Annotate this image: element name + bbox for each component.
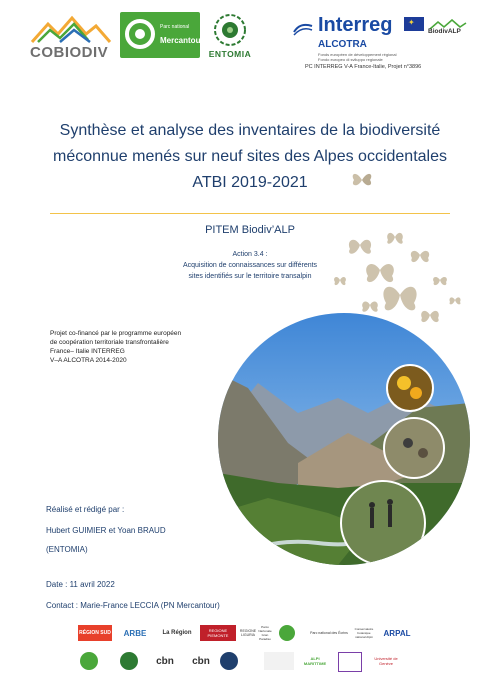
la-region-logo: La Région: [162, 630, 192, 636]
mountain-icon: [30, 12, 112, 46]
entomia-wordmark: ENTOMIA: [208, 49, 252, 59]
action-desc-1: Acquisition de connaissances sur différents: [182, 262, 318, 269]
cofin-line-4: V–A ALCOTRA 2014-2020: [50, 357, 127, 364]
butterfly-icon: [350, 170, 374, 190]
entomia-footer-logo: [120, 652, 138, 670]
alpine-landscape-photo: [218, 313, 470, 565]
mercantour-line2: Mercantour: [160, 36, 204, 45]
university-geneva-logo: Université de Genève: [374, 656, 398, 666]
insect-circle-icon: [203, 12, 257, 48]
title-line-3: ATBI 2019-2021: [192, 174, 308, 191]
authored-label: Réalisé et rédigé par :: [46, 505, 125, 514]
gran-paradiso-logo: Parco Nazionale Gran Paradiso: [258, 625, 272, 641]
title-line-2: méconnue menés sur neuf sites des Alpes occidentales: [52, 148, 447, 165]
mercantour-line1: Parc national: [160, 24, 190, 30]
interreg-wordmark: Interreg: [318, 14, 393, 36]
alpi-marittime-logo: ALPI MARITTIME: [303, 656, 327, 666]
document-title: [30, 118, 470, 170]
arbe-logo: ARBE: [123, 628, 147, 638]
entomia-logo: [203, 12, 257, 64]
action-desc-2: sites identifiés sur le territoire transalpin: [188, 273, 312, 280]
biodivalp-logo: [428, 17, 474, 37]
interreg-wave-icon: [292, 20, 314, 36]
action-number: Action 3.4 :: [232, 251, 268, 258]
ecrins-logo: Parc national des Écrins: [310, 631, 348, 635]
grid-logo: [264, 652, 294, 670]
conservatoire-logo: Conservatoire botanique national Alpin: [354, 627, 374, 639]
cofinancing-text: [50, 329, 250, 365]
cofin-line-1: Projet co-financé par le programme européen: [50, 330, 182, 337]
document-date: Date : 11 avril 2022: [46, 580, 115, 589]
cofin-line-3: France– Italie INTERREG: [50, 348, 125, 355]
arpal-logo: ARPAL: [383, 628, 411, 638]
cofin-line-2: de coopération territoriale transfrontalière: [50, 339, 169, 346]
cobiodiv-wordmark: COBIODIV: [30, 44, 109, 61]
regione-liguria-logo: REGIONE LIGURIA: [239, 629, 257, 637]
authors-organization: (ENTOMIA): [46, 545, 88, 554]
authors: Hubert GUIMIER et Yoan BRAUD: [46, 526, 166, 535]
mercantour-footer-logo: [80, 652, 98, 670]
regione-piemonte-logo: REGIONE PIEMONTE: [200, 625, 236, 641]
eu-flag-icon: ✦: [404, 17, 424, 31]
program-name: PITEM Biodiv’ALP: [205, 224, 295, 236]
alcotra-wordmark: ALCOTRA: [318, 39, 367, 50]
purple-logo: [338, 652, 362, 672]
cbn-logo-2: cbn: [192, 655, 210, 667]
region-sud-logo: RÉGION SUD: [78, 625, 112, 641]
project-reference: PC INTERREG V-A France-Italie, Projet n°3896: [305, 64, 422, 70]
divider: [50, 213, 450, 214]
cbn-logo-1: cbn: [156, 655, 174, 667]
mercantour-small-logo: [279, 625, 295, 641]
title-line-1: Synthèse et analyse des inventaires de la biodiversité: [59, 122, 441, 139]
mercantour-logo: [120, 12, 204, 58]
fund-text: Fonds européen de développement régional Fondo europeo di sviluppo regionale: [318, 52, 397, 62]
biodivalp-wordmark: BiodivALP: [428, 28, 461, 35]
cobiodiv-logo: [30, 12, 112, 64]
mercantour-spiral-icon: [125, 19, 155, 49]
contact: Contact : Marie-France LECCIA (PN Mercantour): [46, 601, 220, 610]
round-blue-logo: [220, 652, 238, 670]
